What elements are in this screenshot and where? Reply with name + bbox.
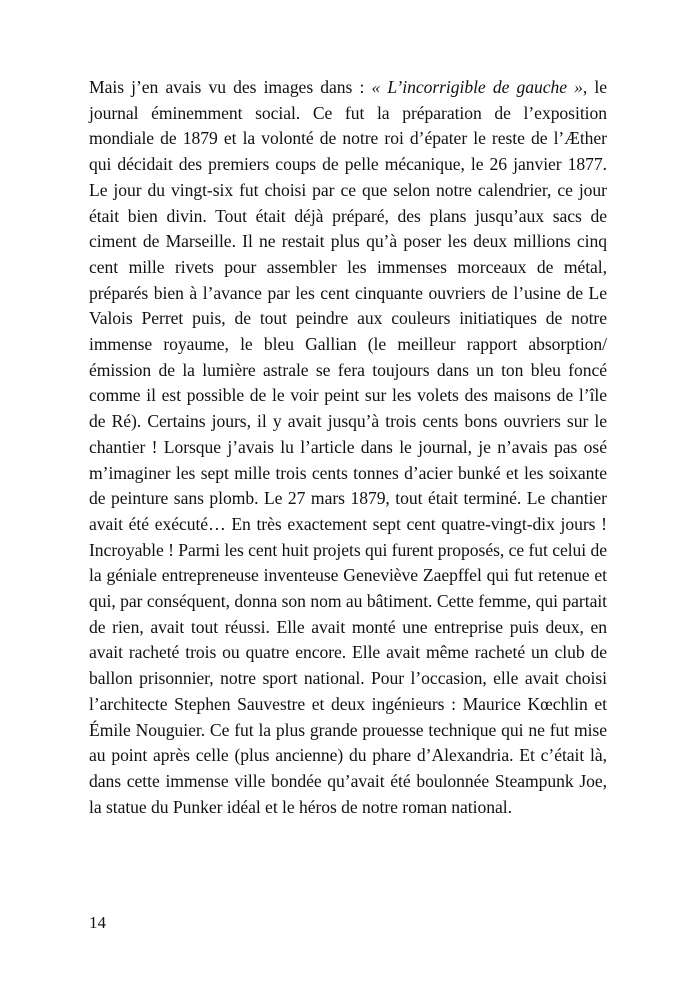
body-paragraph: [89, 75, 607, 820]
newspaper-title: « L’incorrigible de gauche »: [371, 77, 583, 97]
page-number: 14: [89, 913, 106, 932]
paragraph-continuation: , le journal éminemment social. Ce fut la préparation de l’exposition mondiale de 1879 et la volonté de notre roi d’épater le reste de l’Æther qui décidait des premiers coups de pelle mécanique, le 26 janvier 1877. Le jour du vingt-six fut choisi par ce que selon notre calendrier, ce jour était bien divin. Tout était déjà préparé, des plans jusqu’aux sacs de ciment de Marseille. Il ne restait plus qu’à poser les deux millions cinq cent mille rivets pour assembler les immenses morceaux de métal, préparés bien à l’avance par les cent cinquante ouvriers de l’usine de Le Valois Perret puis, de tout peindre aux couleurs initiatiques de notre immense royaume, le bleu Gallian (le meilleur rapport absorption/émission de la lumière astrale se fera toujours dans un ton bleu foncé comme il est possible de le voir peint sur les volets des maisons de l’île de Ré). Certains jours, il y avait jusqu’à trois cents bons ouvriers sur le chantier ! Lorsque j’avais lu l’article dans le journal, je n’avais pas osé m’imaginer les sept mille trois cents tonnes d’acier bunké et les soixante de peinture sans plomb. Le 27 mars 1879, tout était terminé. Le chantier avait été exécuté… En très exactement sept cent quatre-vingt-dix jours ! Incroyable ! Parmi les cent huit projets qui furent proposés, ce fut celui de la géniale entrepreneuse inventeuse Geneviève Zaepffel qui fut retenue et qui, par conséquent, donna son nom au bâtiment. Cette femme, qui partait de rien, avait tout réussi. Elle avait monté une entreprise puis deux, en avait racheté trois ou quatre encore. Elle avait même racheté un club de ballon prisonnier, notre sport national. Pour l’occasion, elle avait choisi l’architecte Stephen Sauvestre et deux ingénieurs : Maurice Kœchlin et Émile Nouguier. Ce fut la plus grande prouesse technique qui ne fut mise au point après celle (plus ancienne) du phare d’Alexandria. Et c’était là, dans cette immense ville bondée qu’avait été boulonnée Steampunk Joe, la statue du Punker idéal et le héros de notre roman national.: [89, 77, 608, 817]
paragraph-opening: Mais j’en avais vu des images dans :: [89, 77, 372, 97]
